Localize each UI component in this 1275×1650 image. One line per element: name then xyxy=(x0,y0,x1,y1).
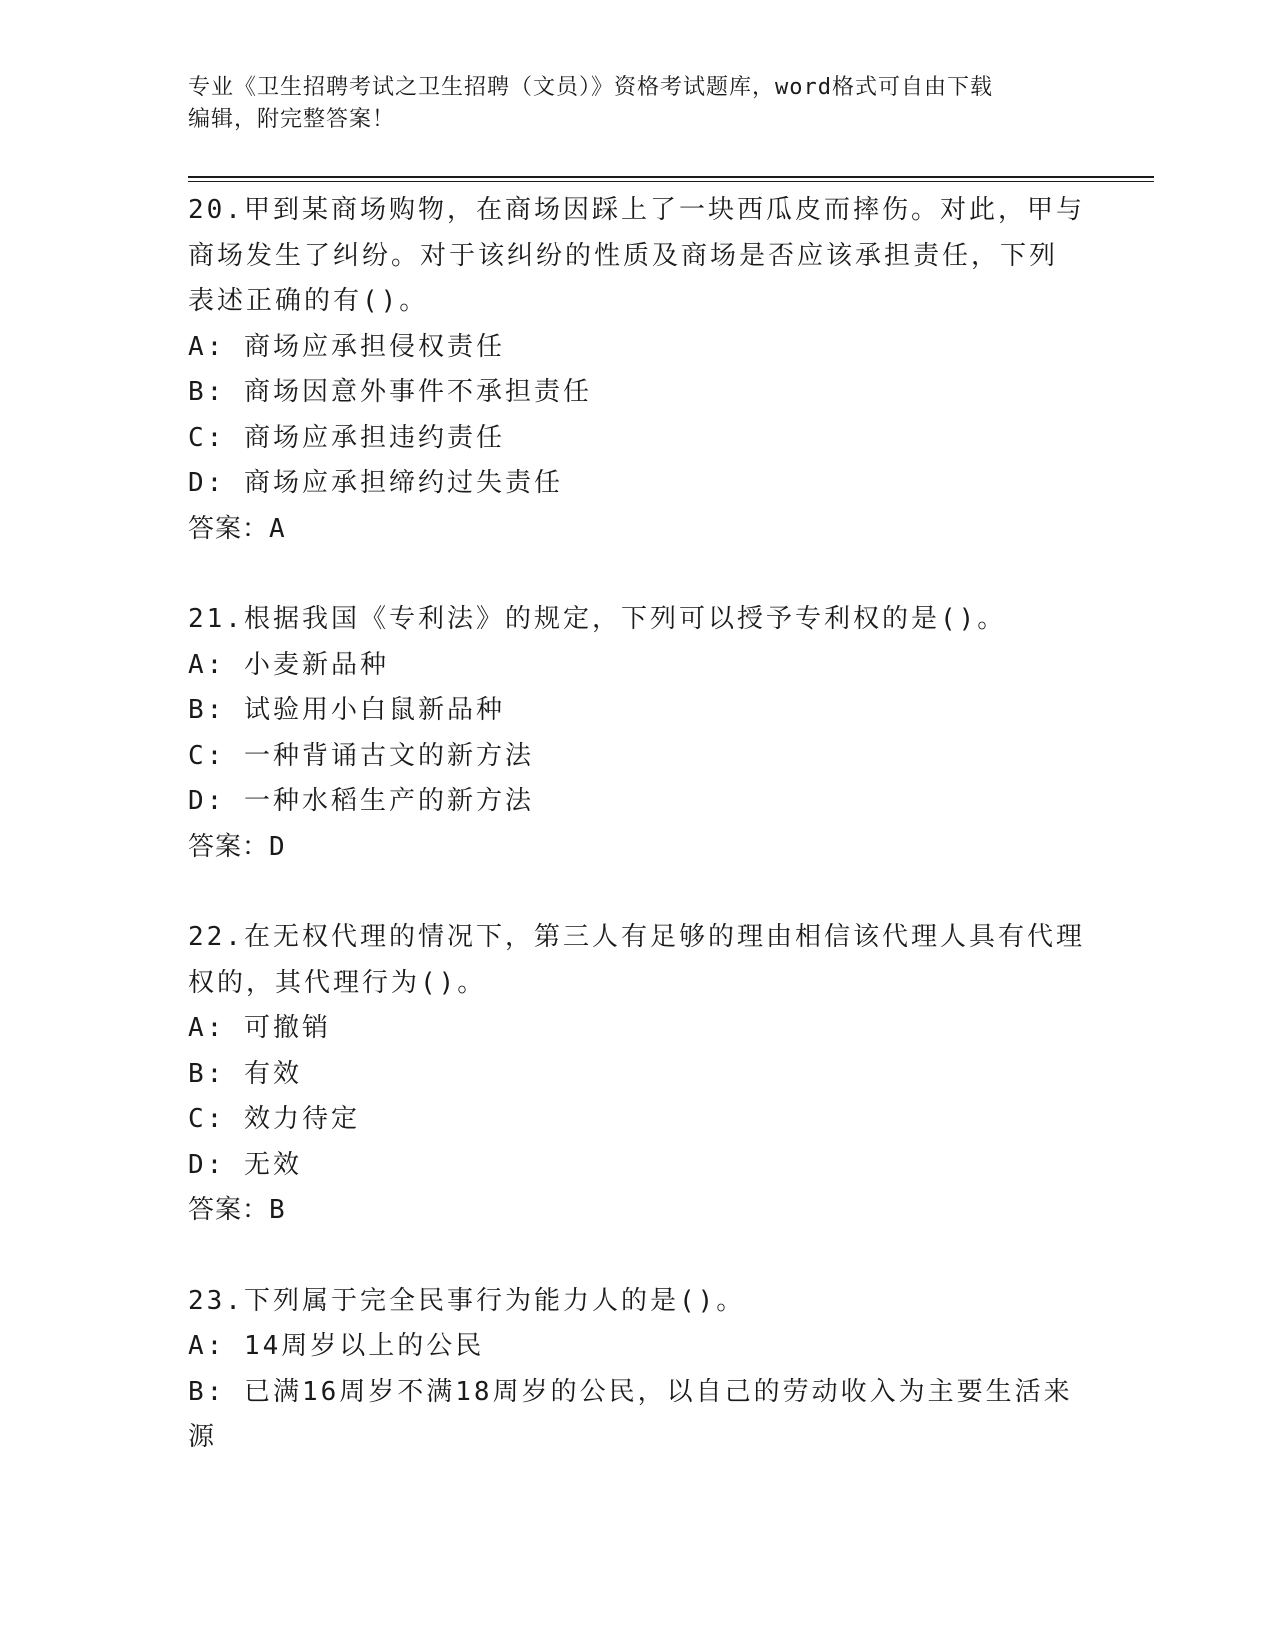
answer-line xyxy=(188,1188,1088,1234)
option-a: A: 小麦新品种 xyxy=(188,649,389,680)
header-line-1: 专业《卫生招聘考试之卫生招聘（文员）》资格考试题库，word格式可自由下载 xyxy=(188,75,993,100)
question-23 xyxy=(188,1279,1088,1461)
question-22 xyxy=(188,915,1088,1234)
header-divider-thick xyxy=(188,176,1154,178)
option-b-continued: 源 xyxy=(188,1422,218,1452)
option-b: B: 已满16周岁不满18周岁的公民，以自己的劳动收入为主要生活来 xyxy=(188,1376,1073,1407)
question-text: 商场发生了纠纷。对于该纠纷的性质及商场是否应该承担责任，下列 xyxy=(188,240,1059,271)
option-a: A: 可撤销 xyxy=(188,1013,331,1043)
question-text: 20.甲到某商场购物，在商场因踩上了一块西瓜皮而摔伤。对此，甲与 xyxy=(188,195,1085,225)
question-list xyxy=(188,188,1088,1506)
question-text: 权的，其代理行为()。 xyxy=(188,967,487,998)
answer-value: A xyxy=(269,513,286,544)
option-c: C: 商场应承担违约责任 xyxy=(188,422,505,453)
answer-label: 答案： xyxy=(188,513,270,544)
document-header xyxy=(188,72,1068,136)
question-21 xyxy=(188,597,1088,870)
answer-label: 答案： xyxy=(188,831,270,862)
question-text: 21.根据我国《专利法》的规定，下列可以授予专利权的是()。 xyxy=(188,604,1007,634)
option-d: D: 无效 xyxy=(188,1149,302,1180)
question-text: 23.下列属于完全民事行为能力人的是()。 xyxy=(188,1285,746,1316)
question-text: 表述正确的有()。 xyxy=(188,286,429,316)
option-a: A: 商场应承担侵权责任 xyxy=(188,331,505,362)
option-b: B: 有效 xyxy=(188,1058,302,1089)
option-a: A: 14周岁以上的公民 xyxy=(188,1331,485,1361)
answer-value: D xyxy=(269,831,286,862)
answer-value: B xyxy=(269,1195,286,1225)
header-line-2: 编辑，附完整答案！ xyxy=(188,107,396,132)
option-b: B: 商场因意外事件不承担责任 xyxy=(188,377,592,407)
option-d: D: 商场应承担缔约过失责任 xyxy=(188,468,563,498)
question-20 xyxy=(188,188,1088,552)
option-d: D: 一种水稻生产的新方法 xyxy=(188,786,534,816)
question-text: 22.在无权代理的情况下，第三人有足够的理由相信该代理人具有代理 xyxy=(188,922,1085,952)
answer-line xyxy=(188,507,1088,553)
header-divider-thin xyxy=(188,181,1154,182)
option-c: C: 效力待定 xyxy=(188,1104,360,1134)
option-b: B: 试验用小白鼠新品种 xyxy=(188,695,505,725)
option-c: C: 一种背诵古文的新方法 xyxy=(188,740,534,771)
answer-label: 答案： xyxy=(188,1195,270,1225)
answer-line xyxy=(188,825,1088,871)
